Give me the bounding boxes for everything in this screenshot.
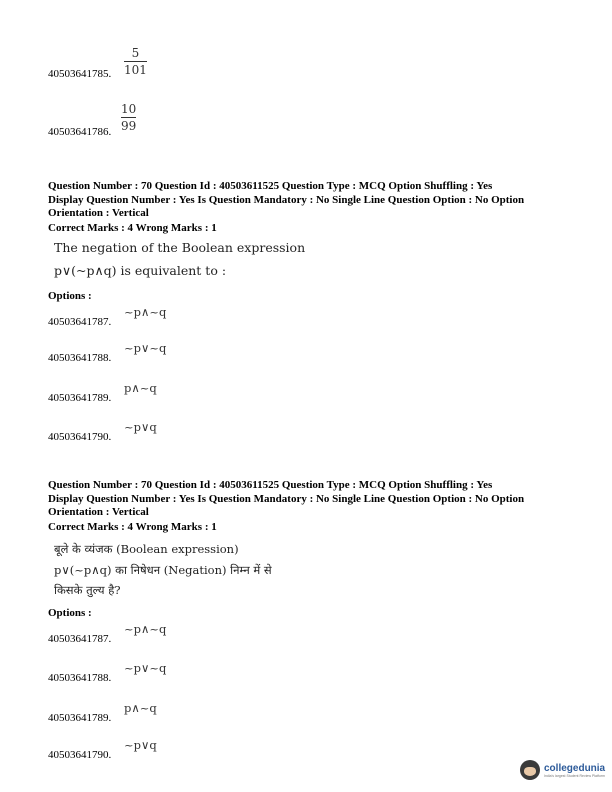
option-expression: p∧~q [124, 701, 157, 715]
logo-name: collegedunia [544, 762, 606, 774]
option-id: 40503641789. [48, 392, 112, 404]
option-expression: p∧~q [124, 381, 157, 395]
option-id: 40503641788. [48, 672, 112, 684]
option-expression: ~p∨~q [124, 661, 167, 675]
option-expression: ~p∧~q [124, 622, 167, 636]
fraction-option [121, 102, 136, 133]
option-expression: ~p∨~q [124, 341, 167, 355]
option-expression: ~p∨q [124, 738, 157, 752]
option-id: 40503641789. [48, 712, 112, 724]
marks-line: Correct Marks : 4 Wrong Marks : 1 [48, 520, 217, 533]
option-id: 40503641785. [48, 68, 112, 80]
numerator: 10 [121, 102, 137, 116]
question-text-line: बूले के व्यंजक (Boolean expression) [54, 542, 239, 556]
option-id: 40503641786. [48, 126, 112, 138]
question-header-line: Display Question Number : Yes Is Question Mandatory : No Single Line Question Option : No Option [48, 492, 525, 505]
question-text-line: किसके तुल्य है? [54, 583, 121, 597]
question-text-line: p∨(~p∧q) is equivalent to : [54, 263, 227, 278]
question-block-english [48, 180, 588, 235]
question-block-hindi [48, 479, 588, 534]
fraction-bar [124, 61, 147, 62]
option-id: 40503641787. [48, 633, 112, 645]
option-id: 40503641787. [48, 316, 112, 328]
option-expression: ~p∧~q [124, 305, 167, 319]
question-text-line: p∨(~p∧q) का निषेधन (Negation) निम्न में से [54, 563, 272, 577]
question-header-line: Display Question Number : Yes Is Question Mandatory : No Single Line Question Option : No Option [48, 193, 525, 206]
collegedunia-logo [520, 760, 605, 780]
options-label: Options : [48, 290, 92, 302]
fraction-bar [121, 117, 136, 118]
question-text-line: The negation of the Boolean expression [54, 240, 306, 255]
logo-tagline: India's largest Student Review Platform [544, 773, 605, 778]
question-header-line: Question Number : 70 Question Id : 40503611525 Question Type : MCQ Option Shuffling : Yes [48, 180, 493, 192]
option-id: 40503641790. [48, 431, 112, 443]
option-id: 40503641788. [48, 352, 112, 364]
numerator: 5 [131, 46, 140, 60]
question-header-line: Orientation : Vertical [48, 506, 149, 518]
denominator: 99 [121, 119, 137, 133]
marks-line: Correct Marks : 4 Wrong Marks : 1 [48, 221, 217, 234]
denominator: 101 [124, 63, 147, 77]
question-header-line: Question Number : 70 Question Id : 40503611525 Question Type : MCQ Option Shuffling : Yes [48, 479, 493, 491]
option-expression: ~p∨q [124, 420, 157, 434]
option-id: 40503641790. [48, 749, 112, 761]
fraction-option [124, 46, 147, 77]
question-header-line: Orientation : Vertical [48, 207, 149, 219]
mascot-icon [520, 760, 540, 780]
options-label: Options : [48, 607, 92, 619]
